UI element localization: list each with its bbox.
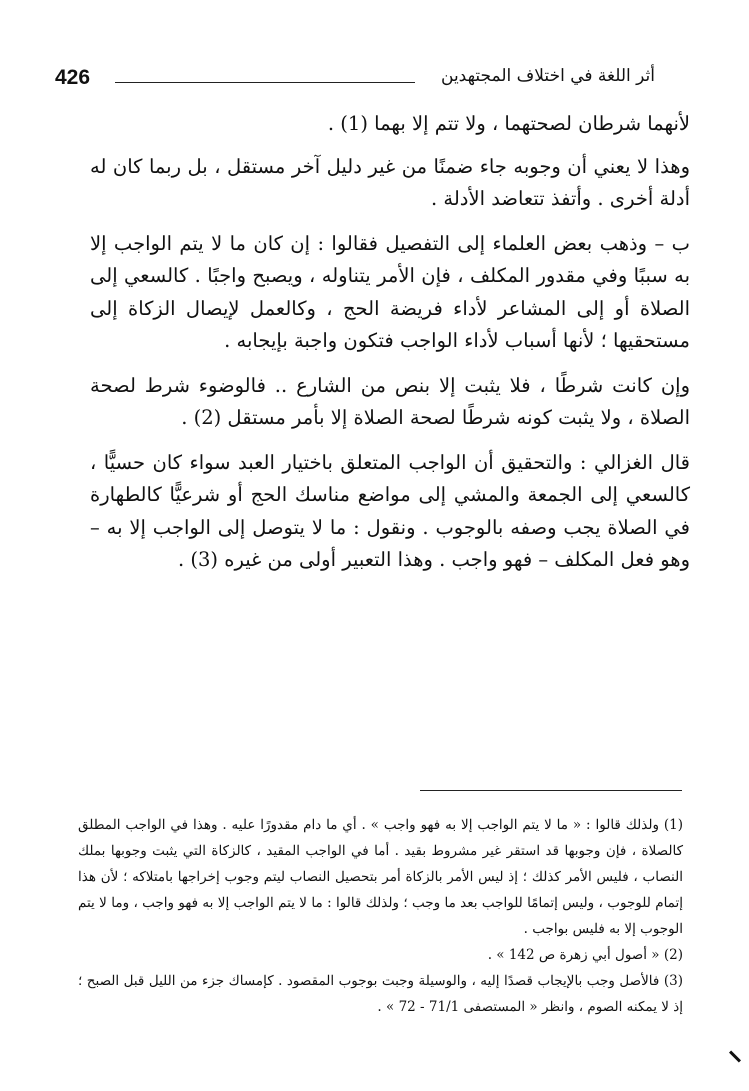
paragraph-4: وإن كانت شرطًا ، فلا يثبت إلا بنص من الشارع .. فالوضوء شرط لصحة الصلاة ، ولا يثبت كونه شرطًا لصحة الصلاة إلا بأمر مستقل (2) . [90,373,690,429]
paragraph-2: وهذا لا يعني أن وجوبه جاء ضمنًا من غير دليل آخر مستقل ، بل ربما كان له أدلة أخرى . وأتفذ تتعاضد الأدلة . [90,154,690,210]
footnotes [78,812,683,1020]
page-edge-mark [729,1050,741,1062]
footnote-2: (2) « أصول أبي زهرة ص 142 » . [487,947,683,963]
paragraph-1: لأنهما شرطان لصحتهما ، ولا تتم إلا بهما (1) . [327,112,690,135]
header-rule [115,82,415,83]
paragraph-3: ب – وذهب بعض العلماء إلى التفصيل فقالوا : إن كان ما لا يتم الواجب إلا به سببًا وفي مقدور المكلف ، فإن الأمر يتناوله ، ويصبح واجبًا . كالسعي إلى الصلاة أو إلى المشاعر لأداء فريضة الحج ، وكالعمل لإيصال الزكاة إلى مستحقيها ؛ لأنها أسباب لأداء الواجب فتكون واجبة بإيجابه . [90,231,690,352]
footnote-1: (1) ولذلك قالوا : « ما لا يتم الواجب إلا به فهو واجب » . أي ما دام مقدورًا عليه . وهذا في الواجب المطلق كالصلاة ، فإن وجوبها قد استقر غير مشروط بقيد . أما في الواجب المقيد ، كالزكاة التي يثبت وجوبها بملك النصاب ، فليس الأمر كذلك ؛ إذ ليس الأمر بالزكاة أمر بتحصيل النصاب ليتم وجوب إخراجها بامتلاكه ؛ لأن هذا إتمام للوجوب ، وليس إتمامًا للواجب بعد ما وجب ؛ ولذلك قالوا : ما لا يتم الواجب إلا به فهو واجب ، وما لا يتم الوجوب إلا به فليس بواجب . [78,817,683,937]
paragraph-5: قال الغزالي : والتحقيق أن الواجب المتعلق باختيار العبد سواء كان حسيًّا ، كالسعي إلى الجمعة والمشي إلى مواضع مناسك الحج أو شرعيًّا كالطهارة في الصلاة يجب وصفه بالوجوب . ونقول : ما لا يتوصل إلى الواجب إلا به – وهو فعل المكلف – فهو واجب . وهذا التعبير أولى من غيره (3) . [90,450,691,571]
page-header [55,66,655,94]
main-text [90,108,690,589]
running-title: أثر اللغة في اختلاف المجتهدين [441,66,655,86]
footnote-3: (3) فالأصل وجب بالإيجاب قصدًا إليه ، والوسيلة وجبت بوجوب المقصود . كإمساك جزء من الليل قبل الصبح ؛ إذ لا يمكنه الصوم ، وانظر « المستصفى 71/1 - 72 » . [78,973,683,1015]
page-number: 426 [55,66,91,89]
footnote-separator [420,790,682,791]
